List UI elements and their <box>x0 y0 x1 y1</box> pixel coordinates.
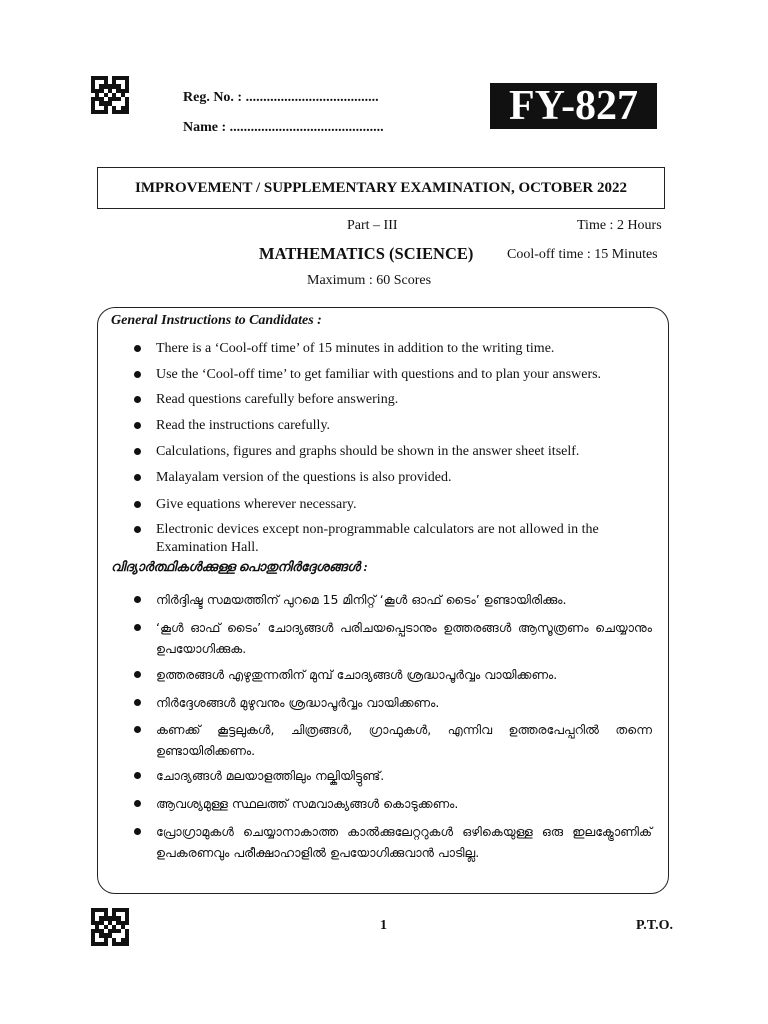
list-item: ‘കൂൾ ഓഫ് ടൈം’ ചോദ്യങ്ങൾ പരിചയപ്പെടാനും ഉത്തരങ്ങൾ ആസൂത്രണം ചെയ്യാനും ഉപയോഗിക്കുക. <box>156 617 652 659</box>
list-item: Use the ‘Cool-off time’ to get familiar with questions and to plan your answers. <box>156 366 656 384</box>
bullet-icon <box>134 596 141 603</box>
list-item: ആവശ്യമുള്ള സ്ഥലത്ത് സമവാക്യങ്ങൾ കൊടുക്കണം. <box>156 793 652 814</box>
bullet-icon <box>134 422 141 429</box>
bullet-icon <box>134 501 141 508</box>
bullet-icon <box>134 526 141 533</box>
list-item: Read the instructions carefully. <box>156 417 656 435</box>
list-item: പ്രോഗ്രാമുകൾ ചെയ്യാനാകാത്ത കാൽക്കുലേറ്ററുകൾ ഒഴികെയുള്ള ഒരു ഇലക്ട്രോണിക് ഉപകരണവും പരീക്ഷാഹാളിൽ ഉപയോഗിക്കുവാൻ പാടില്ല. <box>156 821 652 863</box>
list-item: ചോദ്യങ്ങൾ മലയാളത്തിലും നല്കിയിട്ടുണ്ട്. <box>156 765 652 786</box>
subject-title: MATHEMATICS (SCIENCE) <box>259 244 474 263</box>
malayalam-instructions-title: വിദ്യാർത്ഥികൾക്കുള്ള പൊതുനിർദ്ദേശങ്ങൾ : <box>111 559 368 574</box>
list-item: കണക്ക് കൂട്ടലുകൾ, ചിത്രങ്ങൾ, ഗ്രാഫുകൾ, എന്നിവ ഉത്തരപേപ്പറിൽ തന്നെ ഉണ്ടായിരിക്കണം. <box>156 719 652 761</box>
list-item: നിർദ്ദിഷ്ട സമയത്തിന് പുറമെ 15 മിനിറ്റ് ‘കൂൾ ഓഫ് ടൈം’ ഉണ്ടായിരിക്കും. <box>156 589 652 610</box>
pto-label: P.T.O. <box>636 918 673 933</box>
exam-title-box <box>97 167 665 209</box>
paper-code: FY-827 <box>490 83 657 129</box>
list-item: ഉത്തരങ്ങൾ എഴുതുന്നതിന് മുമ്പ് ചോദ്യങ്ങൾ ശ്രദ്ധാപൂർവ്വം വായിക്കണം. <box>156 664 652 685</box>
bullet-icon <box>134 800 141 807</box>
bullet-icon <box>134 448 141 455</box>
bullet-icon <box>134 772 141 779</box>
exam-title: IMPROVEMENT / SUPPLEMENTARY EXAMINATION, OCTOBER 2022 <box>134 179 627 196</box>
cool-off-label: Cool-off time : 15 Minutes <box>507 247 658 262</box>
maximum-score-label: Maximum : 60 Scores <box>307 273 432 288</box>
time-label: Time : 2 Hours <box>577 218 662 233</box>
instructions-title: General Instructions to Candidates : <box>111 313 322 328</box>
bullet-icon <box>134 726 141 733</box>
qr-code-bottom-icon <box>91 908 129 946</box>
bullet-icon <box>134 371 141 378</box>
reg-no-field: Reg. No. : ...................................... <box>183 90 379 105</box>
bullet-icon <box>134 474 141 481</box>
list-item: Calculations, figures and graphs should be shown in the answer sheet itself. <box>156 443 656 461</box>
list-item: There is a ‘Cool-off time’ of 15 minutes in addition to the writing time. <box>156 340 656 358</box>
part-label: Part – III <box>347 218 398 233</box>
bullet-icon <box>134 396 141 403</box>
list-item: Read questions carefully before answering. <box>156 391 656 409</box>
page-number: 1 <box>380 918 387 933</box>
qr-code-top-icon <box>91 76 129 114</box>
bullet-icon <box>134 624 141 631</box>
list-item: Give equations wherever necessary. <box>156 496 656 514</box>
list-item: Malayalam version of the questions is also provided. <box>156 469 656 487</box>
list-item: Electronic devices except non-programmable calculators are not allowed in the Examination Hall. <box>156 521 656 557</box>
bullet-icon <box>134 699 141 706</box>
bullet-icon <box>134 345 141 352</box>
name-field: Name : ............................................ <box>183 120 384 135</box>
bullet-icon <box>134 828 141 835</box>
list-item: നിർദ്ദേശങ്ങൾ മുഴുവനും ശ്രദ്ധാപൂർവ്വം വായിക്കണം. <box>156 692 652 713</box>
bullet-icon <box>134 671 141 678</box>
